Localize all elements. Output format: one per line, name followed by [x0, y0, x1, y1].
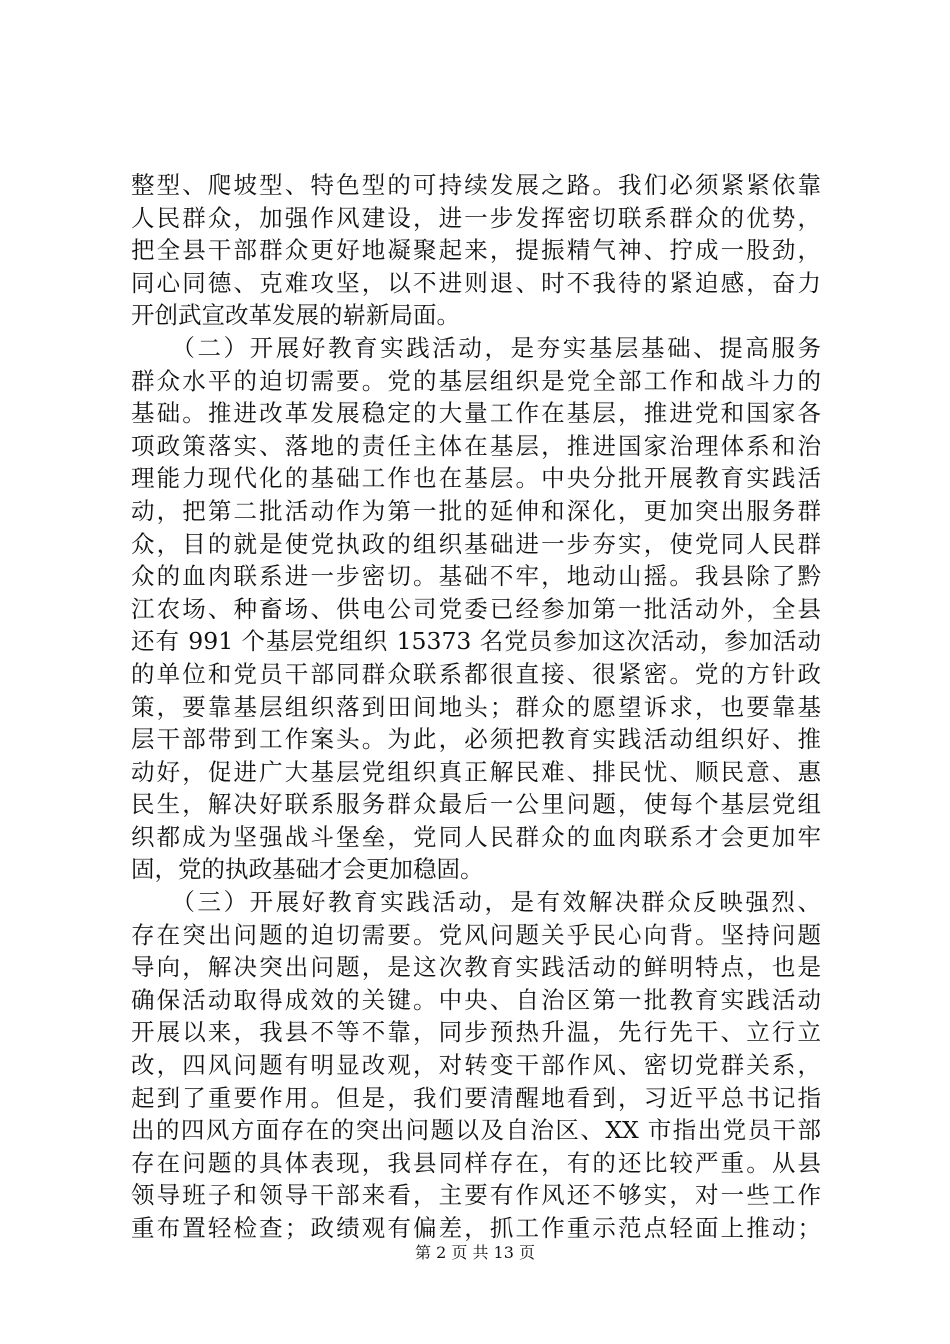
- text-line: 织都成为坚强战斗堡垒，党同人民群众的血肉联系才会更加牢: [131, 822, 821, 851]
- text-line: 策，要靠基层组织落到田间地头；群众的愿望诉求，也要靠基: [131, 692, 821, 721]
- text-line: 动，把第二批活动作为第一批的延伸和深化，更加突出服务群: [131, 496, 821, 525]
- text-line: 存在突出问题的迫切需要。党风问题关乎民心向背。坚持问题: [131, 920, 821, 949]
- text-line: 动好，促进广大基层党组织真正解民难、排民忧、顺民意、惠: [131, 757, 821, 786]
- text-line: 出的四风方面存在的突出问题以及自治区、XX 市指出党员干部: [131, 1116, 821, 1145]
- text-line: 众，目的就是使党执政的组织基础进一步夯实，使党同人民群: [131, 529, 821, 558]
- document-body: [131, 169, 821, 1245]
- text-line: 确保活动取得成效的关键。中央、自治区第一批教育实践活动: [131, 985, 821, 1014]
- text-line: 重布置轻检查；政绩观有偏差，抓工作重示范点轻面上推动；: [131, 1214, 821, 1242]
- text-line: 起到了重要作用。但是，我们要清醒地看到，习近平总书记指: [131, 1083, 821, 1112]
- text-line: 开展以来，我县不等不靠，同步预热升温，先行先干、立行立: [131, 1018, 821, 1047]
- text-line: 同心同德、克难攻坚，以不进则退、时不我待的紧迫感，奋力: [131, 268, 821, 297]
- text-line: 固，党的执政基础才会更加稳固。: [131, 855, 484, 884]
- page-footer: 第 2 页 共 13 页: [415, 1243, 535, 1262]
- text-line: 层干部带到工作案头。为此，必须把教育实践活动组织好、推: [131, 725, 821, 754]
- text-line: 基础。推进改革发展稳定的大量工作在基层，推进党和国家各: [131, 399, 821, 428]
- text-line: 的单位和党员干部同群众联系都很直接、很紧密。党的方针政: [131, 659, 821, 688]
- text-line: 开创武宣改革发展的崭新局面。: [131, 301, 460, 330]
- text-line: 理能力现代化的基础工作也在基层。中央分批开展教育实践活: [131, 464, 821, 493]
- text-line: 群众水平的迫切需要。党的基层组织是党全部工作和战斗力的: [131, 366, 821, 395]
- text-line: 民生，解决好联系服务群众最后一公里问题，使每个基层党组: [131, 790, 821, 819]
- text-line: 还有 991 个基层党组织 15373 名党员参加这次活动，参加活动: [131, 627, 821, 656]
- text-line: 项政策落实、落地的责任主体在基层，推进国家治理体系和治: [131, 431, 821, 460]
- text-line: 江农场、种畜场、供电公司党委已经参加第一批活动外，全县: [131, 594, 821, 623]
- text-line: 领导班子和领导干部来看，主要有作风还不够实，对一些工作: [131, 1181, 821, 1210]
- text-line: 改，四风问题有明显改观，对转变干部作风、密切党群关系，: [131, 1051, 821, 1080]
- text-line: 存在问题的具体表现，我县同样存在，有的还比较严重。从县: [131, 1148, 821, 1177]
- text-line: （二）开展好教育实践活动，是夯实基层基础、提高服务: [131, 333, 821, 362]
- text-line: （三）开展好教育实践活动，是有效解决群众反映强烈、: [131, 888, 821, 917]
- text-line: 人民群众，加强作风建设，进一步发挥密切联系群众的优势，: [131, 203, 821, 232]
- text-line: 导向，解决突出问题，是这次教育实践活动的鲜明特点，也是: [131, 953, 821, 982]
- text-line: 众的血肉联系进一步密切。基础不牢，地动山摇。我县除了黔: [131, 562, 821, 591]
- text-line: 把全县干部群众更好地凝聚起来，提振精气神、拧成一股劲，: [131, 236, 821, 265]
- text-line: 整型、爬坡型、特色型的可持续发展之路。我们必须紧紧依靠: [131, 171, 821, 199]
